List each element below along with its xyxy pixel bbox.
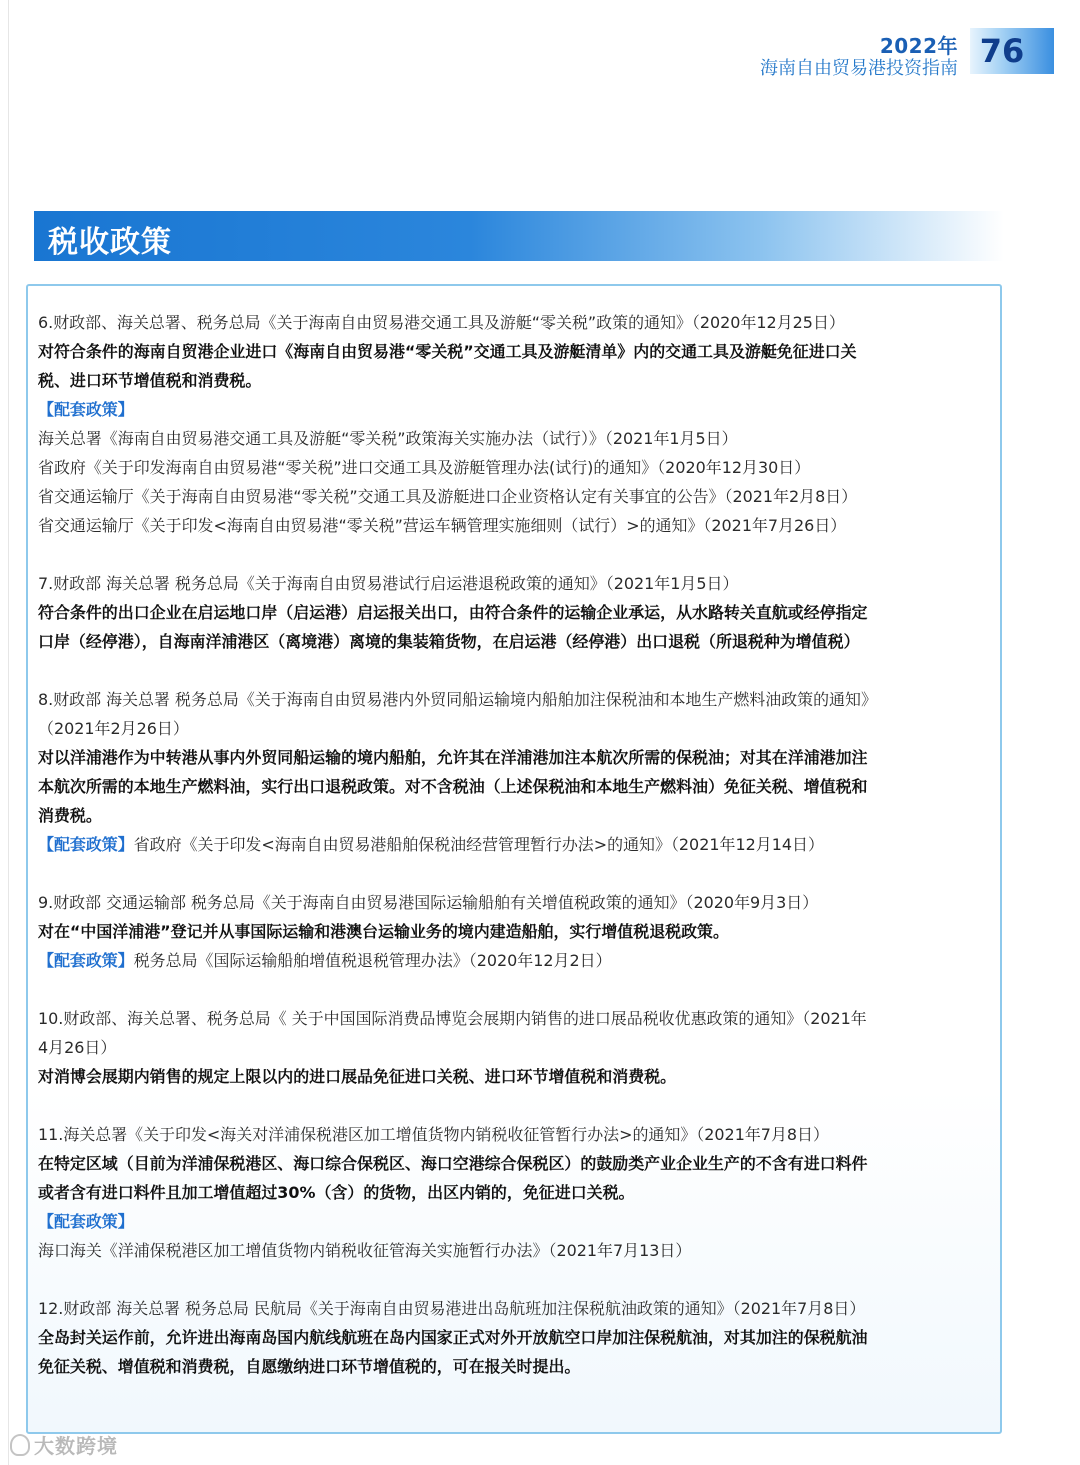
line-text: 省政府《关于印发海南自由贸易港“零关税”进口交通工具及游艇管理办法(试行)的通知》（2020年12月30日）: [38, 458, 811, 477]
header-guide-title: 海南自由贸易港投资指南: [760, 58, 958, 79]
supporting-policy-tag: 【配套政策】: [38, 835, 134, 854]
supporting-policy-line: [38, 830, 983, 859]
line-text: 对消博会展期内销售的规定上限以内的进口展品免征进口关税、进口环节增值税和消费税。: [38, 1067, 677, 1086]
watermark-text: 大数跨境: [34, 1434, 118, 1458]
section-title: 税收政策: [48, 225, 172, 260]
policy-item: [38, 685, 986, 859]
policy-reference-line: [38, 1033, 983, 1062]
line-text: 省交通运输厅《关于海南自由贸易港“零关税”交通工具及游艇进口企业资格认定有关事宜的公告》（2021年2月8日）: [38, 487, 858, 506]
policy-item: [38, 888, 986, 975]
line-text: 免征关税、增值税和消费税，自愿缴纳进口环节增值税的，可在报关时提出。: [38, 1357, 581, 1376]
policy-summary-line: [38, 772, 983, 801]
page-number-box: [970, 28, 1054, 74]
line-text: 对符合条件的海南自贸港企业进口《海南自由贸易港“零关税”交通工具及游艇清单》内的交通工具及游艇免征进口关: [38, 342, 857, 361]
policy-summary-line: [38, 1323, 983, 1352]
line-text: 对以洋浦港作为中转港从事内外贸同船运输的境内船舶，允许其在洋浦港加注本航次所需的保税油；对其在洋浦港加注: [38, 748, 868, 767]
line-text: 在特定区域（目前为洋浦保税港区、海口综合保税区、海口空港综合保税区）的鼓励类产业企业生产的不含有进口料件: [38, 1154, 868, 1173]
line-text: 全岛封关运作前，允许进出海南岛国内航线航班在岛内国家正式对外开放航空口岸加注保税航油，对其加注的保税航油: [38, 1328, 868, 1347]
policy-summary-line: [38, 1062, 983, 1091]
supporting-policy-tag: 【配套政策】: [38, 951, 134, 970]
page-number: 76: [979, 32, 1025, 70]
policy-summary-line: [38, 743, 983, 772]
policy-item: [38, 1120, 986, 1265]
supporting-policy-line: [38, 395, 983, 424]
policy-reference-line: [38, 511, 983, 540]
policy-reference-line: [38, 685, 983, 714]
line-text: 海关总署《海南自由贸易港交通工具及游艇“零关税”政策海关实施办法（试行）》（2021年1月5日）: [38, 429, 738, 448]
policy-reference-line: [38, 1120, 983, 1149]
policy-summary-line: [38, 627, 983, 656]
line-text: 对在“中国洋浦港”登记并从事国际运输和港澳台运输业务的境内建造船舶，实行增值税退税政策。: [38, 922, 729, 941]
watermark-logo-icon: [10, 1434, 30, 1456]
line-text: 本航次所需的本地生产燃料油，实行出口退税政策。对不含税油（上述保税油和本地生产燃料油）免征关税、增值税和: [38, 777, 868, 796]
line-text: （2021年2月26日）: [38, 719, 189, 738]
supporting-policy-line: [38, 1207, 983, 1236]
line-text: 7.财政部 海关总署 税务总局《关于海南自由贸易港试行启运港退税政策的通知》（2021年1月5日）: [38, 574, 739, 593]
policy-reference-line: [38, 453, 983, 482]
line-text: 税、进口环节增值税和消费税。: [38, 371, 262, 390]
line-text: 8.财政部 海关总署 税务总局《关于海南自由贸易港内外贸同船运输境内船舶加注保税油和本地生产燃料油政策的通知》: [38, 690, 877, 709]
line-text: 口岸（经停港），自海南洋浦港区（离境港）离境的集装箱货物，在启运港（经停港）出口退税（所退税种为增值税）: [38, 632, 860, 651]
supporting-policy-line: [38, 946, 983, 975]
policy-summary-line: [38, 917, 983, 946]
policy-summary-line: [38, 337, 983, 366]
policy-item: [38, 308, 986, 540]
line-text: 9.财政部 交通运输部 税务总局《关于海南自由贸易港国际运输船舶有关增值税政策的通知》（2020年9月3日）: [38, 893, 819, 912]
line-text: 消费税。: [38, 806, 102, 825]
policy-reference-line: [38, 1004, 983, 1033]
policy-reference-line: [38, 569, 983, 598]
line-text: 10.财政部、海关总署、税务总局《 关于中国国际消费品博览会展期内销售的进口展品税收优惠政策的通知》（2021年: [38, 1009, 867, 1028]
policy-reference-line: [38, 888, 983, 917]
line-text: 4月26日）: [38, 1038, 117, 1057]
line-text: 海口海关《洋浦保税港区加工增值货物内销税收征管海关实施暂行办法》（2021年7月13日）: [38, 1241, 692, 1260]
policy-reference-line: [38, 308, 983, 337]
policy-summary-line: [38, 1149, 983, 1178]
policy-item: [38, 569, 986, 656]
section-header-bar: [34, 211, 1004, 261]
line-text: 符合条件的出口企业在启运地口岸（启运港）启运报关出口，由符合条件的运输企业承运，从水路转关直航或经停指定: [38, 603, 868, 622]
policy-summary-line: [38, 598, 983, 627]
policy-reference-line: [38, 482, 983, 511]
line-text: 6.财政部、海关总署、税务总局《关于海南自由贸易港交通工具及游艇“零关税”政策的通知》（2020年12月25日）: [38, 313, 845, 332]
line-text: 省交通运输厅《关于印发<海南自由贸易港“零关税”营运车辆管理实施细则（试行）>的通知》（2021年7月26日）: [38, 516, 847, 535]
policy-summary-line: [38, 801, 983, 830]
policy-item: [38, 1294, 986, 1381]
policy-summary-line: [38, 1352, 983, 1381]
line-text: 省政府《关于印发<海南自由贸易港船舶保税油经营管理暂行办法>的通知》（2021年12月14日）: [133, 835, 824, 854]
policy-reference-line: [38, 1294, 983, 1323]
header-year: 2022年: [879, 34, 958, 58]
policy-summary-line: [38, 1178, 983, 1207]
policy-list: [38, 308, 986, 1410]
policy-reference-line: [38, 424, 983, 453]
policy-reference-line: [38, 714, 983, 743]
page-edge-rule: [8, 0, 9, 1465]
policy-summary-line: [38, 366, 983, 395]
watermark: [10, 1430, 118, 1459]
policy-reference-line: [38, 1236, 983, 1265]
line-text: 税务总局《国际运输船舶增值税退税管理办法》（2020年12月2日）: [133, 951, 612, 970]
line-text: 11.海关总署《关于印发<海关对洋浦保税港区加工增值货物内销税收征管暂行办法>的通知》（2021年7月8日）: [38, 1125, 829, 1144]
line-text: 或者含有进口料件且加工增值超过30%（含）的货物，出区内销的，免征进口关税。: [38, 1183, 635, 1202]
supporting-policy-tag: 【配套政策】: [38, 1212, 134, 1231]
line-text: 12.财政部 海关总署 税务总局 民航局《关于海南自由贸易港进出岛航班加注保税航油政策的通知》（2021年7月8日）: [38, 1299, 866, 1318]
supporting-policy-tag: 【配套政策】: [38, 400, 134, 419]
policy-item: [38, 1004, 986, 1091]
